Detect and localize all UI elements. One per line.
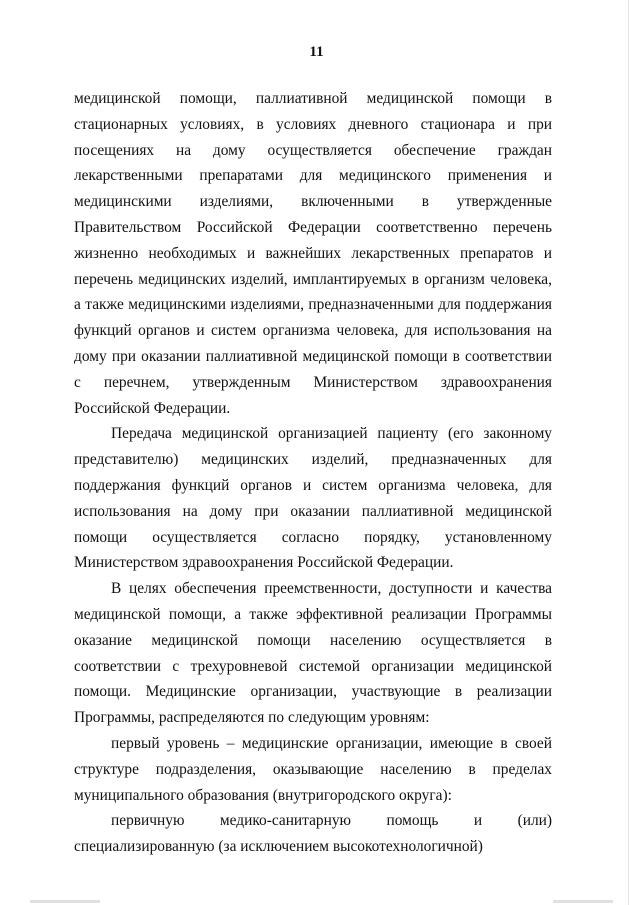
scan-artifact-right: [553, 900, 613, 903]
paragraph-2: Передача медицинской организацией пациенту (его законному представителю) медицинских изделий, предназначенных для поддержания функций органов и систем организма человека, для использования на дому при оказании паллиативной медицинской помощи осуществляется согласно порядку, установленному Министерством здравоохранения Российской Федерации.: [74, 425, 552, 572]
page-number: 11: [309, 44, 324, 60]
document-body: [74, 86, 552, 860]
scan-border: [628, 0, 629, 905]
paragraph-5: первичную медико-санитарную помощь и (или) специализированную (за исключением высокотехнологичной): [74, 812, 552, 856]
paragraph-4: первый уровень – медицинские организации, имеющие в своей структуре подразделения, оказывающие населению в пределах муниципального образования (внутригородского округа):: [74, 734, 552, 804]
paragraph-3: В целях обеспечения преемственности, доступности и качества медицинской помощи, а также эффективной реализации Программы оказание медицинской помощи населению осуществляется в соответствии с трехуровневой системой организации медицинской помощи. Медицинские организации, участвующие в реализации Программы, распределяются по следующим уровням:: [74, 580, 552, 727]
paragraph-1: медицинской помощи, паллиативной медицинской помощи в стационарных условиях, в условиях дневного стационара и при посещениях на дому осуществляется обеспечение граждан лекарственными препаратами для медицинского применения и медицинскими изделиями, включенными в утвержденные Правительством Российской Федерации соответственно перечень жизненно необходимых и важнейших лекарственных препаратов и перечень медицинских изделий, имплантируемых в организм человека, а также медицинскими изделиями, предназначенными для поддержания функций органов и систем организма человека, для использования на дому при оказании паллиативной медицинской помощи в соответствии с перечнем, утвержденным Министерством здравоохранения Российской Федерации.: [74, 90, 552, 417]
scan-artifact-left: [30, 900, 100, 903]
